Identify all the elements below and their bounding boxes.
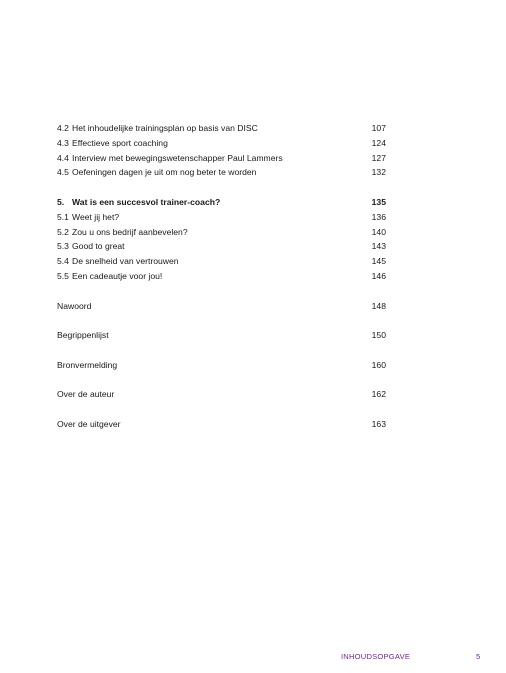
toc-backmatter-title: Nawoord [57, 300, 92, 311]
toc-entry-page: 127 [371, 152, 386, 163]
toc-backmatter-nawoord [57, 299, 386, 314]
toc-entry-4-2 [57, 121, 386, 136]
toc-entry-number: 5.3 [57, 241, 69, 252]
toc-entry-5-3 [57, 239, 386, 254]
toc-backmatter-title: Over de uitgever [57, 418, 121, 429]
toc-entry-page: 145 [371, 256, 386, 267]
toc-backmatter-page: 148 [371, 300, 386, 311]
toc-entry-title: De snelheid van vertrouwen [72, 256, 179, 267]
toc-entry-4-4 [57, 151, 386, 166]
spacer [57, 180, 386, 195]
toc-entry-number: 5.1 [57, 211, 69, 222]
toc-backmatter-bronvermelding [57, 358, 386, 373]
toc-chapter-5 [57, 195, 386, 210]
toc-entry-number: 5.2 [57, 226, 69, 237]
running-footer-section: INHOUDSOPGAVE [341, 652, 411, 661]
toc-entry-4-3 [57, 136, 386, 151]
toc-entry-title: Weet jij het? [72, 211, 120, 222]
toc-chapter-number: 5. [57, 196, 65, 207]
toc-backmatter-over-de-uitgever [57, 417, 386, 432]
toc-backmatter-page: 162 [371, 389, 386, 400]
toc-chapter-page: 135 [371, 196, 386, 207]
toc-entry-5-1 [57, 210, 386, 225]
page-footer [0, 652, 506, 666]
toc-entry-page: 143 [371, 241, 386, 252]
toc-entry-title: Effectieve sport coaching [72, 137, 168, 148]
toc-entry-title: Het inhoudelijke trainingsplan op basis van DISC [72, 123, 258, 133]
spacer [57, 373, 386, 388]
toc-backmatter-page: 150 [371, 330, 386, 341]
toc-backmatter-title: Begrippenlijst [57, 330, 109, 341]
spacer [57, 343, 386, 358]
toc-entry-number: 4.3 [57, 137, 69, 148]
toc-backmatter-title: Over de auteur [57, 389, 115, 400]
table-of-contents [57, 121, 386, 432]
toc-backmatter-title: Bronvermelding [57, 359, 118, 370]
toc-entry-page: 107 [371, 123, 386, 133]
toc-backmatter-page: 163 [371, 418, 386, 429]
page-number: 5 [476, 652, 481, 661]
spacer [57, 284, 386, 299]
toc-entry-5-2 [57, 225, 386, 240]
toc-entry-page: 146 [371, 270, 386, 281]
toc-entry-5-5 [57, 269, 386, 284]
spacer [57, 402, 386, 417]
toc-entry-number: 4.4 [57, 152, 69, 163]
toc-chapter-title: Wat is een succesvol trainer-coach? [72, 196, 221, 207]
toc-entry-number: 4.2 [57, 123, 69, 133]
toc-entry-number: 5.5 [57, 270, 69, 281]
toc-entry-number: 5.4 [57, 256, 69, 267]
toc-entry-number: 4.5 [57, 167, 69, 178]
toc-entry-4-5 [57, 165, 386, 180]
toc-backmatter-begrippenlijst [57, 328, 386, 343]
toc-entry-page: 140 [371, 226, 386, 237]
toc-entry-page: 136 [371, 211, 386, 222]
toc-entry-title: Interview met bewegingswetenschapper Paul Lammers [72, 152, 283, 163]
spacer [57, 313, 386, 328]
toc-entry-title: Oefeningen dagen je uit om nog beter te worden [72, 167, 257, 178]
toc-entry-5-4 [57, 254, 386, 269]
toc-entry-page: 132 [371, 167, 386, 178]
toc-entry-title: Een cadeautje voor jou! [72, 270, 163, 281]
toc-entry-page: 124 [371, 137, 386, 148]
toc-backmatter-over-de-auteur [57, 387, 386, 402]
toc-backmatter-page: 160 [371, 359, 386, 370]
toc-entry-title: Good to great [72, 241, 125, 252]
toc-entry-title: Zou u ons bedrijf aanbevelen? [72, 226, 188, 237]
